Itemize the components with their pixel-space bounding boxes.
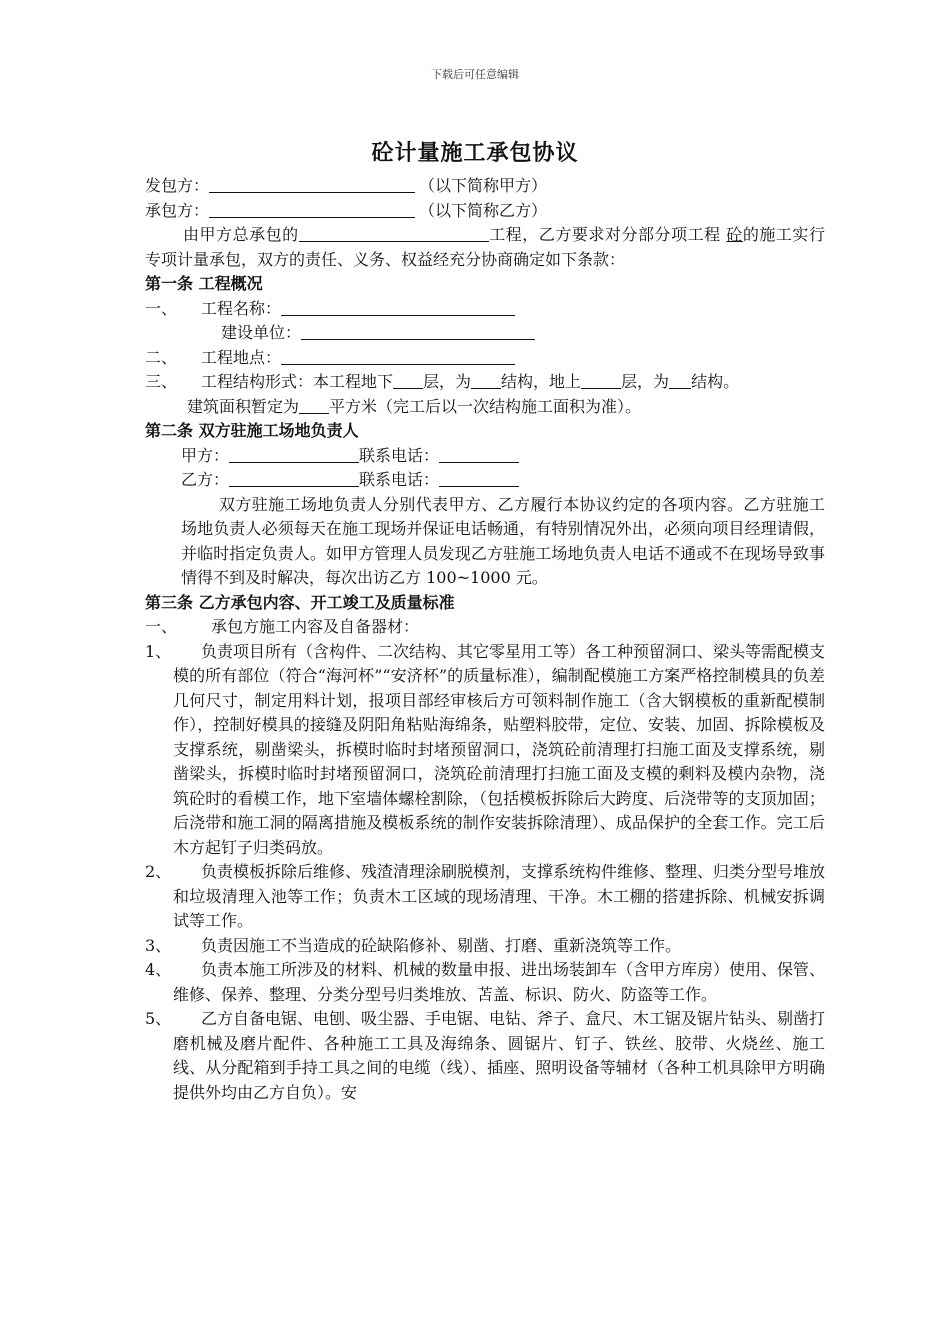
article-3-subheading <box>145 615 825 640</box>
site-label: 工程地点： <box>201 347 282 367</box>
project-name-line <box>145 297 825 322</box>
article-3-heading: 第三条 乙方承包内容、开工竣工及质量标准 <box>145 592 455 612</box>
list-item-number: 1、 <box>145 641 172 661</box>
list-item-text: 负责模板拆除后维修、残渣清理涂刷脱模剂，支撑系统构件维修、整理、归类分型号堆放和垃圾清理入池等工作；负责木工区域的现场清理、干净。木工棚的搭建拆除、机械安拆调试等工作。 <box>173 862 826 930</box>
structure-text-e: 结构。 <box>691 372 740 391</box>
item-number: 二、 <box>145 347 178 367</box>
structure-text-b: 层，为 <box>423 372 472 391</box>
structure-text-d: 层，为 <box>621 372 670 391</box>
list-item-number: 4、 <box>145 960 172 979</box>
header-note: 下载后可任意编辑 <box>431 68 519 81</box>
above-floors-blank <box>581 372 621 389</box>
article-2-heading: 第二条 双方驻施工场地负责人 <box>145 421 359 440</box>
area-text-a: 建筑面积暂定为 <box>187 396 300 416</box>
party-b-blank <box>209 201 415 218</box>
party-b-phone-label: 联系电话： <box>359 470 440 489</box>
article-3-subheading-text: 承包方施工内容及自备器材： <box>211 617 420 636</box>
party-a-line <box>145 174 825 199</box>
item-number: 三、 <box>145 372 178 391</box>
list-item-number: 5、 <box>145 1009 172 1028</box>
structure-text-a: 工程结构形式：本工程地下 <box>201 372 394 391</box>
document-body <box>145 174 825 1105</box>
list-item-text: 负责本施工所涉及的材料、机械的数量申报、进出场装卸车（含甲方库房）使用、保管、维修、保养、整理、分类分型号归类堆放、苫盖、标识、防火、防盗等工作。 <box>173 960 826 1004</box>
party-b-line <box>145 199 825 224</box>
list-item-text: 乙方自备电锯、电刨、吸尘器、手电锯、电钻、斧子、盒尺、木工锯及锯片钻头、剔凿打磨机械及磨片配件、各种施工工具及海绵条、圆锯片、钉子、铁丝、胶带、火烧丝、施工线、从分配箱到手持工具之间的电缆（线）、插座、照明设备等辅材（各种工机具除甲方明确提供外均由乙方自负）。安 <box>173 1009 826 1102</box>
list-item <box>145 1007 825 1105</box>
list-item <box>145 860 825 934</box>
party-b-phone-blank <box>439 470 519 487</box>
developer-line <box>145 321 825 346</box>
list-item <box>145 958 825 1007</box>
structure-text-c: 结构，地上 <box>501 372 582 391</box>
list-item-text: 负责项目所有（含构件、二次结构、其它零星用工等）各工种预留洞口、梁头等需配模支模的所有部位（符合“海河杯”“安济杯”的质量标准），编制配模施工方案严格控制模具的负差几何尺寸，制定用料计划，报项目部经审核后方可领料制作施工（含大钢模板的重新配模制作），控制好模具的接缝及阴阳角粘贴海绵条，贴塑料胶带，定位、安装、加固、拆除模板及支撑系统，剔凿梁头，拆模时临时封堵预留洞口，浇筑砼前清理打扫施工面及支撑系统，剔凿梁头，拆模时临时封堵预留洞口，浇筑砼前清理打扫施工面及支模的剩料及模内杂物，浇筑砼时的看模工作，地下室墙体螺栓割除，（包括模板拆除后大跨度、后浇带等的支顶加固；后浇带和施工洞的隔离措施及模板系统的制作安装拆除清理）、成品保护的全套工作。完工后木方起钉子归类码放。 <box>173 641 826 857</box>
project-name-blank <box>299 225 489 242</box>
intro-text-3: 的施工实行专项计量承包，双方的责任、义务、权益经充分协商确定如下条款： <box>145 225 825 269</box>
party-b-rep-blank <box>229 470 359 487</box>
party-a-rep-line <box>145 444 825 469</box>
basement-structure-blank <box>471 372 501 389</box>
list-item <box>145 934 825 959</box>
party-a-phone-label: 联系电话： <box>359 445 440 465</box>
intro-text-1: 由甲方总承包的 <box>183 225 299 244</box>
document-title: 砼计量施工承包协议 <box>371 140 579 166</box>
structure-line <box>145 370 825 395</box>
list-item-number: 3、 <box>145 935 172 955</box>
item-number: 一、 <box>145 617 178 636</box>
party-a-phone-blank <box>439 446 519 463</box>
party-b-rep-line <box>145 468 825 493</box>
basement-floors-blank <box>393 372 423 389</box>
intro-paragraph <box>145 223 825 272</box>
project-name-field-blank <box>281 299 515 316</box>
site-blank <box>281 348 515 365</box>
article-2-paragraph: 双方驻施工场地负责人分别代表甲方、乙方履行本协议约定的各项内容。乙方驻施工场地负责人必须每天在施工现场并保证电话畅通，有特别情况外出，必须向项目经理请假，并临时指定负责人。如甲方管理人员发现乙方驻施工场地负责人电话不通或不在现场导致事情得不到及时解决，每次出访乙方 100~1000 元。 <box>181 494 825 587</box>
item-number: 一、 <box>145 298 178 318</box>
party-a-rep-blank <box>229 446 359 463</box>
area-text-b: 平方米（完工后以一次结构施工面积为准）。 <box>329 396 642 416</box>
party-a-rep-label: 甲方： <box>181 445 230 465</box>
party-a-blank <box>209 176 415 193</box>
project-name-label: 工程名称： <box>201 298 282 318</box>
party-a-label: 发包方： <box>145 176 210 195</box>
party-b-suffix: （以下简称乙方） <box>419 200 548 220</box>
area-line <box>145 395 825 420</box>
above-structure-blank <box>669 372 691 389</box>
developer-label: 建设单位： <box>221 323 302 342</box>
list-item-text: 负责因施工不当造成的砼缺陷修补、剔凿、打磨、重新浇筑等工作。 <box>201 935 682 955</box>
party-b-rep-label: 乙方： <box>181 470 230 489</box>
list-item <box>145 640 825 861</box>
article-1-heading: 第一条 工程概况 <box>145 274 263 293</box>
intro-underlined-item: 砼 <box>726 225 743 244</box>
list-item-number: 2、 <box>145 862 172 881</box>
site-line <box>145 346 825 371</box>
area-blank <box>299 397 329 414</box>
party-a-suffix: （以下简称甲方） <box>419 176 548 195</box>
party-b-label: 承包方： <box>145 200 210 220</box>
intro-text-2: 工程，乙方要求对分部分项工程 <box>488 225 721 244</box>
developer-blank <box>301 323 535 340</box>
